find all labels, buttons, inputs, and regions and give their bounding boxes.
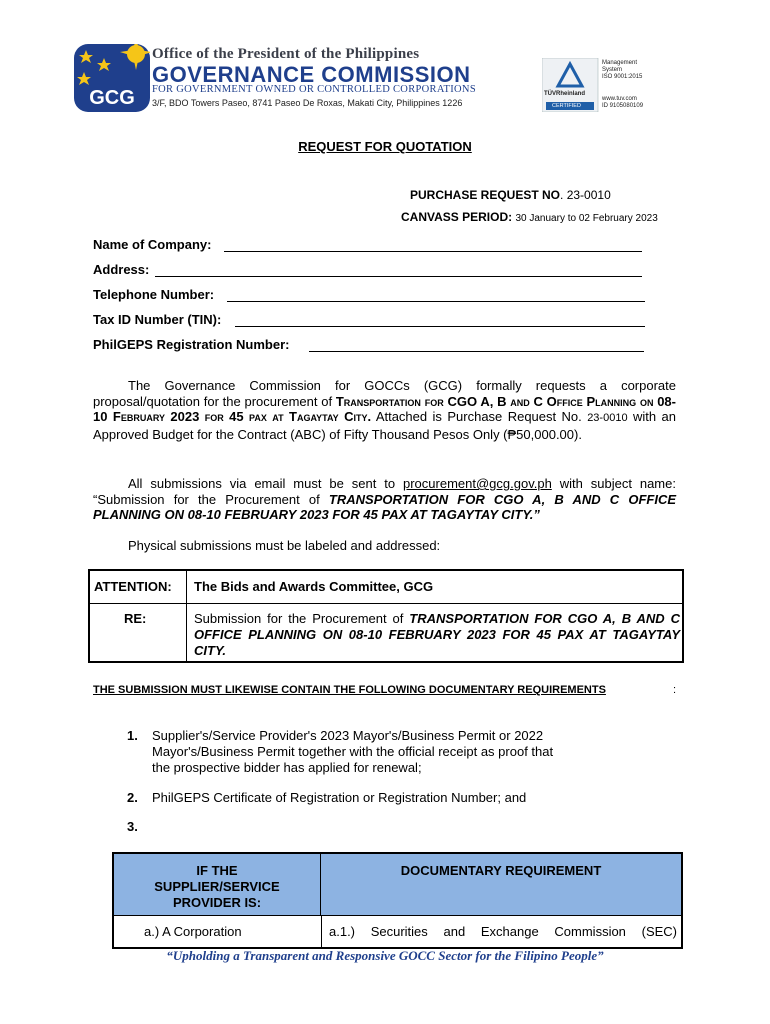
requirement-item-2: 2. PhilGEPS Certificate of Registration or Registration Number; and xyxy=(127,790,527,805)
attention-table xyxy=(88,569,684,663)
intro-paragraph: The Governance Commission for GOCCs (GCG) formally requests a corporate proposal/quotation for the procurement of Transportation for CGO A, B and C Office Planning on 08-10 February 2023 for 45 pax at Tagaytay City. Attached is Purchase Request No. 23-0010 with an Approved Budget for the Contract (ABC) of Fifty Thousand Pesos Only (₱50,000.00). xyxy=(93,378,676,442)
purchase-request-number: PURCHASE REQUEST NO. 23-0010 xyxy=(410,188,611,202)
cert-line2: System xyxy=(602,67,623,73)
iso-certification-badge xyxy=(542,58,654,112)
commission-name: GOVERNANCE COMMISSION xyxy=(152,62,471,87)
table-cell-corporation: a.) A Corporation xyxy=(144,924,242,939)
canvass-period: CANVASS PERIOD: 30 January to 02 February 2023 xyxy=(401,210,658,224)
philgeps-line[interactable] xyxy=(309,351,644,352)
requirements-heading: THE SUBMISSION MUST LIKEWISE CONTAIN THE FOLLOWING DOCUMENTARY REQUIREMENTS xyxy=(93,684,606,696)
table-header-supplier: IF THE SUPPLIER/SERVICE PROVIDER IS: xyxy=(114,854,321,916)
cert-line3: ISO 9001:2015 xyxy=(602,74,643,80)
commission-subtitle: FOR GOVERNMENT OWNED OR CONTROLLED CORPORATIONS xyxy=(152,84,476,95)
requirements-table xyxy=(112,852,683,949)
re-value: Submission for the Procurement of TRANSPORTATION FOR CGO A, B AND C OFFICE PLANNING ON 08-10 FEBRUARY 2023 FOR 45 PAX AT TAGAYTAY CITY. xyxy=(194,611,680,658)
cert-id: ID 9105080109 xyxy=(602,103,644,109)
company-name-label: Name of Company: xyxy=(93,237,212,252)
table-header-requirement: DOCUMENTARY REQUIREMENT xyxy=(321,854,681,916)
philgeps-label: PhilGEPS Registration Number: xyxy=(93,337,290,352)
tin-label: Tax ID Number (TIN): xyxy=(93,312,222,327)
attention-value: The Bids and Awards Committee, GCG xyxy=(194,579,434,594)
requirements-heading-colon: : xyxy=(673,684,677,696)
address-line[interactable] xyxy=(155,276,642,277)
footer-tagline: “Upholding a Transparent and Responsive GOCC Sector for the Filipino People” xyxy=(166,948,604,963)
cert-brand: TÜVRheinland xyxy=(544,91,586,97)
document-title: REQUEST FOR QUOTATION xyxy=(298,139,472,154)
telephone-label: Telephone Number: xyxy=(93,287,215,302)
office-line: Office of the President of the Philippines xyxy=(152,46,420,62)
physical-submission-note: Physical submissions must be labeled and addressed: xyxy=(128,538,441,553)
table-cell-sec: a.1.) Securities and Exchange Commission (SEC) xyxy=(329,924,677,939)
logo-text: GCG xyxy=(89,87,135,109)
company-name-line[interactable] xyxy=(224,251,642,252)
attention-label: ATTENTION: xyxy=(94,579,172,594)
gcg-logo xyxy=(74,44,150,112)
email-paragraph: All submissions via email must be sent to procurement@gcg.gov.ph with subject name: “Submission for the Procurement of TRANSPORTATION FOR CGO A, B AND C OFFICE PLANNING ON 08-10 FEBRUARY 2023 FOR 45 PAX AT TAGAYTAY CITY.” xyxy=(93,476,677,522)
cert-url: www.tuv.com xyxy=(602,96,637,102)
procurement-email-link[interactable]: procurement@gcg.gov.ph xyxy=(402,476,552,491)
cert-line1: Management xyxy=(602,60,638,66)
tin-line[interactable] xyxy=(235,326,645,327)
office-address: 3/F, BDO Towers Paseo, 8741 Paseo De Roxas, Makati City, Philippines 1226 xyxy=(152,98,463,108)
requirement-item-1: 1. Supplier's/Service Provider's 2023 Mayor's/Business Permit or 2022 Mayor's/Business Permit together with the official receipt as proof that the prospective bidder has applied for renewal; xyxy=(127,728,554,775)
address-label: Address: xyxy=(93,262,150,277)
telephone-line[interactable] xyxy=(227,301,645,302)
cert-badge: CERTIFIED xyxy=(552,103,581,109)
re-label: RE: xyxy=(124,611,147,626)
